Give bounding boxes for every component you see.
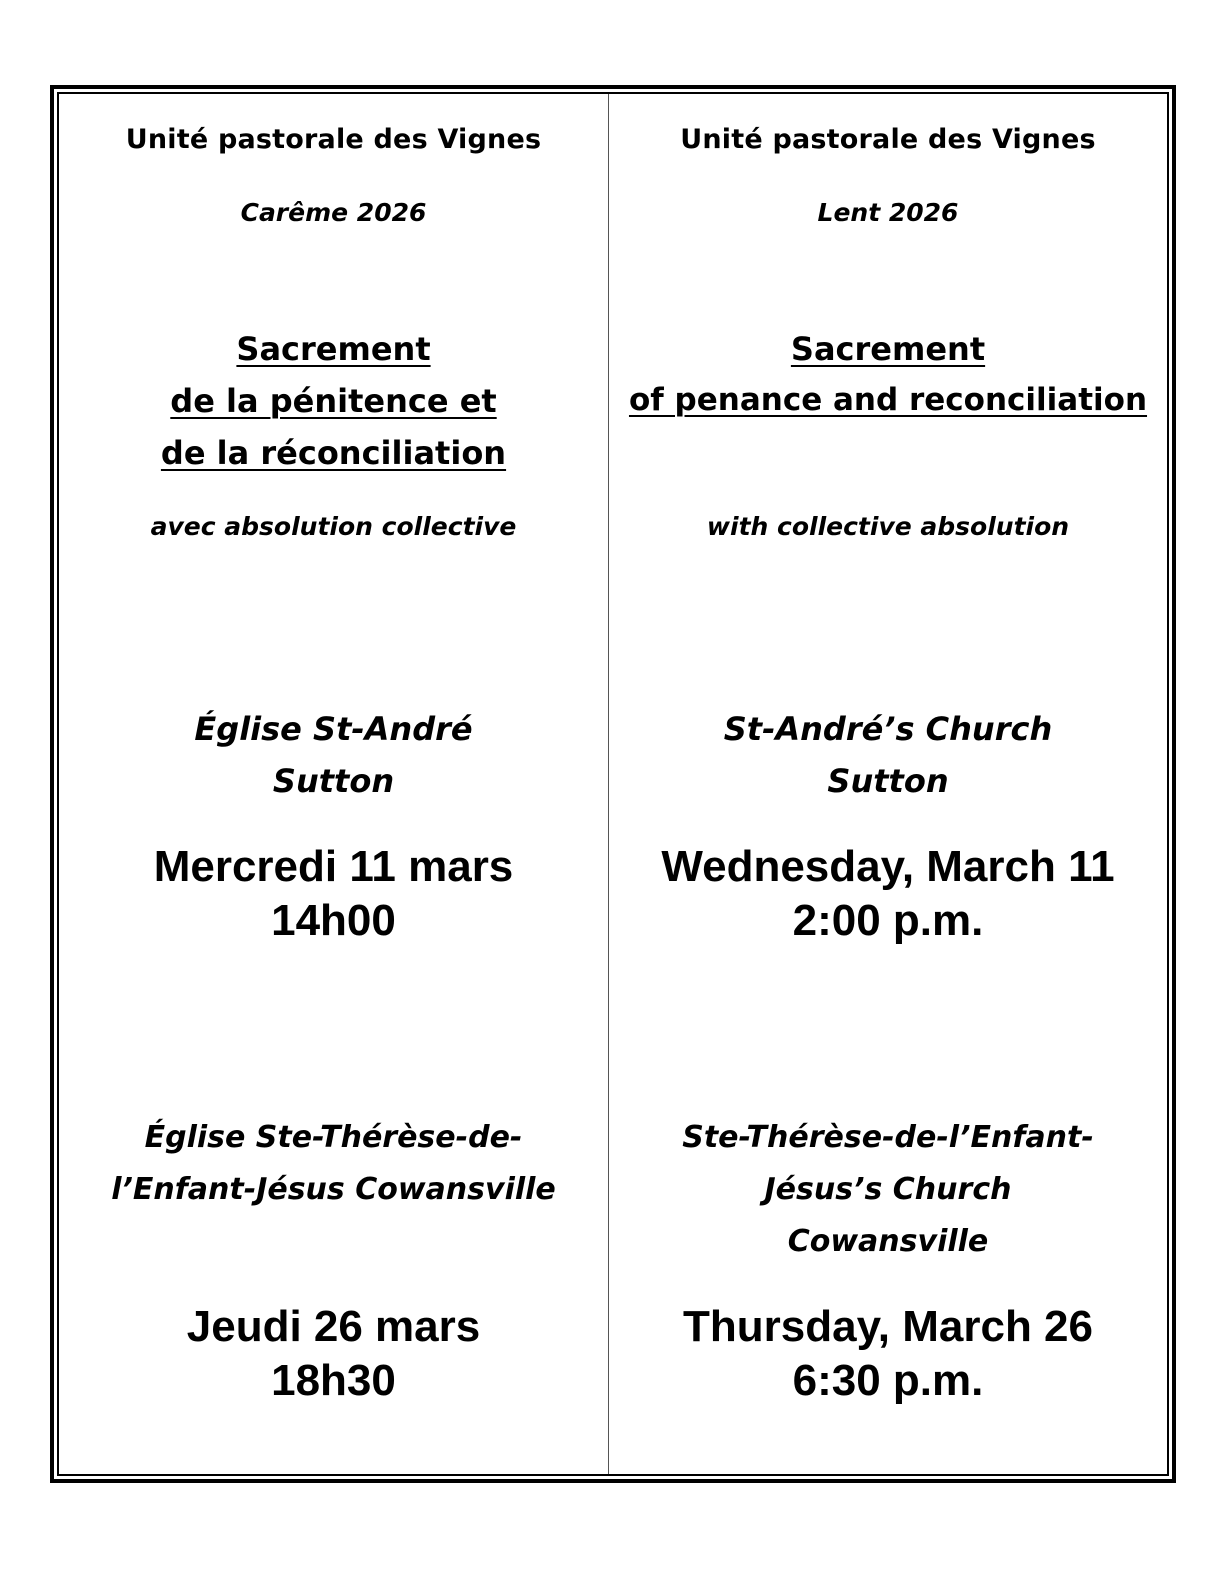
event-1-date: Mercredi 11 mars xyxy=(153,842,514,891)
church-1-name: St-André’s Church xyxy=(723,710,1053,748)
season-label: Lent 2026 xyxy=(817,198,959,227)
english-column xyxy=(609,94,1167,1474)
church-2-town: Cowansville xyxy=(787,1224,989,1259)
french-column xyxy=(59,94,608,1474)
sacrament-title-line-2: de la pénitence et xyxy=(170,382,497,420)
organization-name: Unité pastorale des Vignes xyxy=(125,124,542,155)
church-2-name-line-1: Église Ste-Thérèse-de- xyxy=(144,1120,523,1155)
sacrament-title-line-1: Sacrement xyxy=(236,330,431,368)
season-label: Carême 2026 xyxy=(240,198,427,227)
church-1-town: Sutton xyxy=(272,762,395,800)
church-2-name-line-2: Jésus’s Church xyxy=(764,1172,1012,1207)
sacrament-subtitle: avec absolution collective xyxy=(150,512,517,541)
event-1-time: 2:00 p.m. xyxy=(792,896,984,945)
church-2-name-line-1: Ste-Thérèse-de-l’Enfant- xyxy=(682,1120,1094,1155)
event-2-time: 6:30 p.m. xyxy=(792,1356,984,1405)
sacrament-title-line-1: Sacrement xyxy=(790,330,986,368)
sacrament-subtitle: with collective absolution xyxy=(706,512,1070,541)
organization-name: Unité pastorale des Vignes xyxy=(680,124,1096,155)
event-2-date: Jeudi 26 mars xyxy=(186,1302,481,1351)
event-1-time: 14h00 xyxy=(271,896,396,945)
church-2-name-line-2: l’Enfant-Jésus Cowansville xyxy=(111,1172,556,1207)
sacrament-title-line-2: of penance and reconciliation xyxy=(628,382,1148,418)
event-1-date: Wednesday, March 11 xyxy=(661,842,1115,891)
church-1-town: Sutton xyxy=(827,762,949,800)
church-1-name: Église St-André xyxy=(194,710,473,748)
event-2-time: 18h30 xyxy=(271,1356,396,1405)
sacrament-title-line-3: de la réconciliation xyxy=(160,434,507,472)
event-2-date: Thursday, March 26 xyxy=(683,1302,1093,1351)
